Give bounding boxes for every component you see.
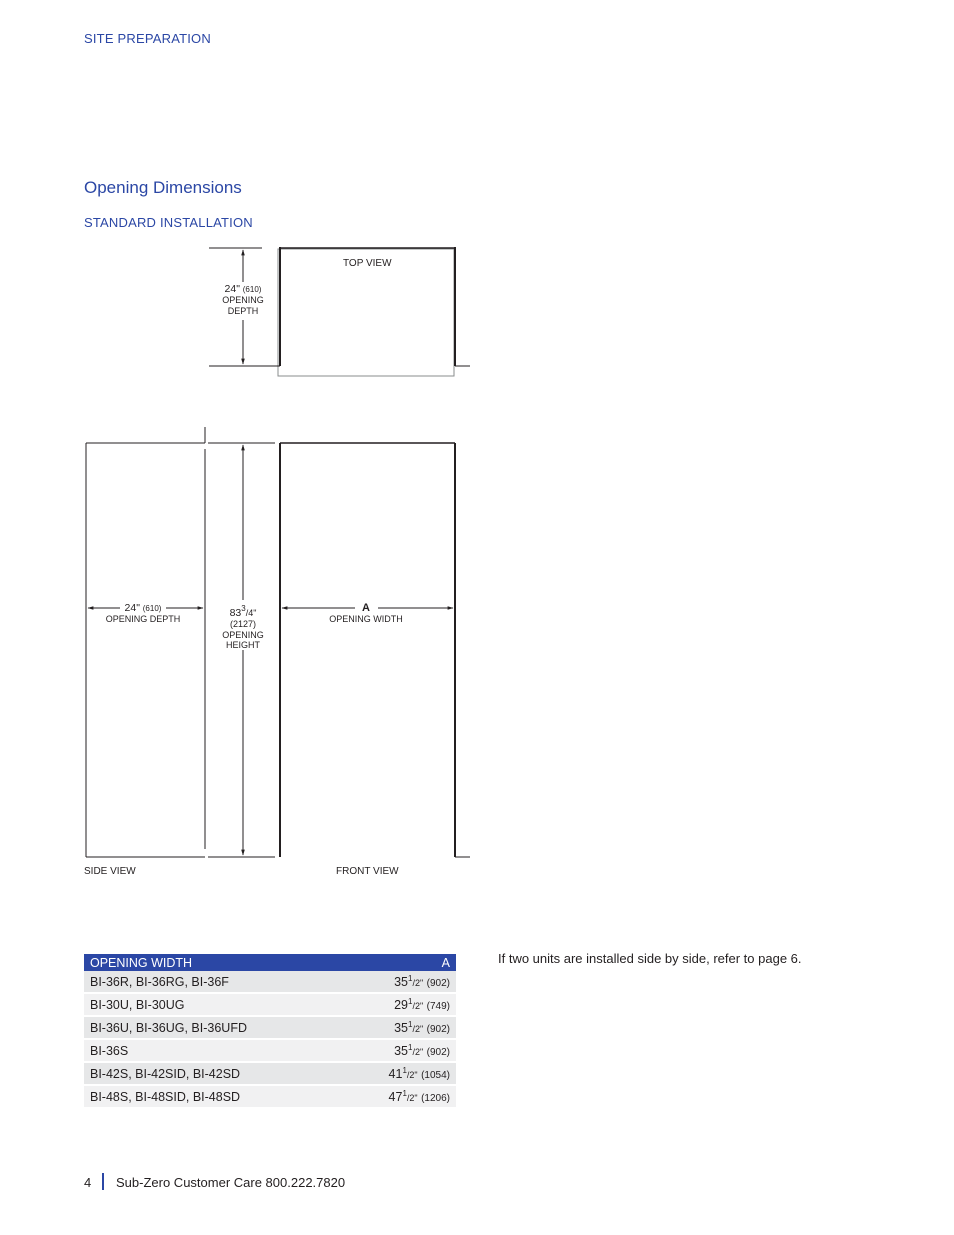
opening-width-table xyxy=(84,954,456,1109)
page-title: Opening Dimensions xyxy=(84,178,242,197)
width-cell: $35^1/2$" (902) xyxy=(343,1039,456,1062)
footer-divider xyxy=(102,1173,104,1190)
model-cell: BI-36U, BI-36UG, BI-36UFD xyxy=(84,1016,343,1039)
table-row xyxy=(84,993,456,1016)
side-depth-dimension: 24" (610) OPENING DEPTH xyxy=(105,602,181,624)
footer-contact: Sub-Zero Customer Care 800.222.7820 xyxy=(116,1175,346,1190)
table-row xyxy=(84,971,456,993)
side-view-label: SIDE VIEW xyxy=(84,866,136,877)
table-header xyxy=(84,954,456,971)
table-row xyxy=(84,1016,456,1039)
model-cell: BI-48S, BI-48SID, BI-48SD xyxy=(84,1085,343,1108)
width-dimension: A OPENING WIDTH xyxy=(329,602,403,624)
width-cell: $41^1/2$" (1054) xyxy=(343,1062,456,1085)
page-number: 4 xyxy=(84,1175,92,1190)
width-cell: $35^1/2$" (902) xyxy=(343,1016,456,1039)
width-cell: $47^1/2$" (1206) xyxy=(343,1085,456,1108)
width-cell: $29^1/2$" (749) xyxy=(343,993,456,1016)
model-cell: BI-30U, BI-30UG xyxy=(84,993,343,1016)
side-by-side-note: If two units are installed side by side, refer to page 6. xyxy=(498,951,802,966)
width-cell: $35^1/2$" (902) xyxy=(343,971,456,993)
model-cell: BI-42S, BI-42SID, BI-42SD xyxy=(84,1062,343,1085)
model-cell: BI-36S xyxy=(84,1039,343,1062)
height-dimension: $83^3/4$" (2127) OPENING HEIGHT xyxy=(222,604,264,650)
header-a: A xyxy=(343,954,456,971)
table-row xyxy=(84,1085,456,1108)
front-view-label: FRONT VIEW xyxy=(336,866,399,877)
model-cell: BI-36R, BI-36RG, BI-36F xyxy=(84,971,343,993)
top-depth-dimension: 24" (610) OPENING DEPTH xyxy=(222,283,264,316)
table-row xyxy=(84,1062,456,1085)
section-label: SITE PREPARATION xyxy=(84,31,211,46)
subheading: STANDARD INSTALLATION xyxy=(84,215,253,230)
top-view-label: TOP VIEW xyxy=(343,258,392,269)
header-opening-width: OPENING WIDTH xyxy=(84,954,343,971)
table-row xyxy=(84,1039,456,1062)
